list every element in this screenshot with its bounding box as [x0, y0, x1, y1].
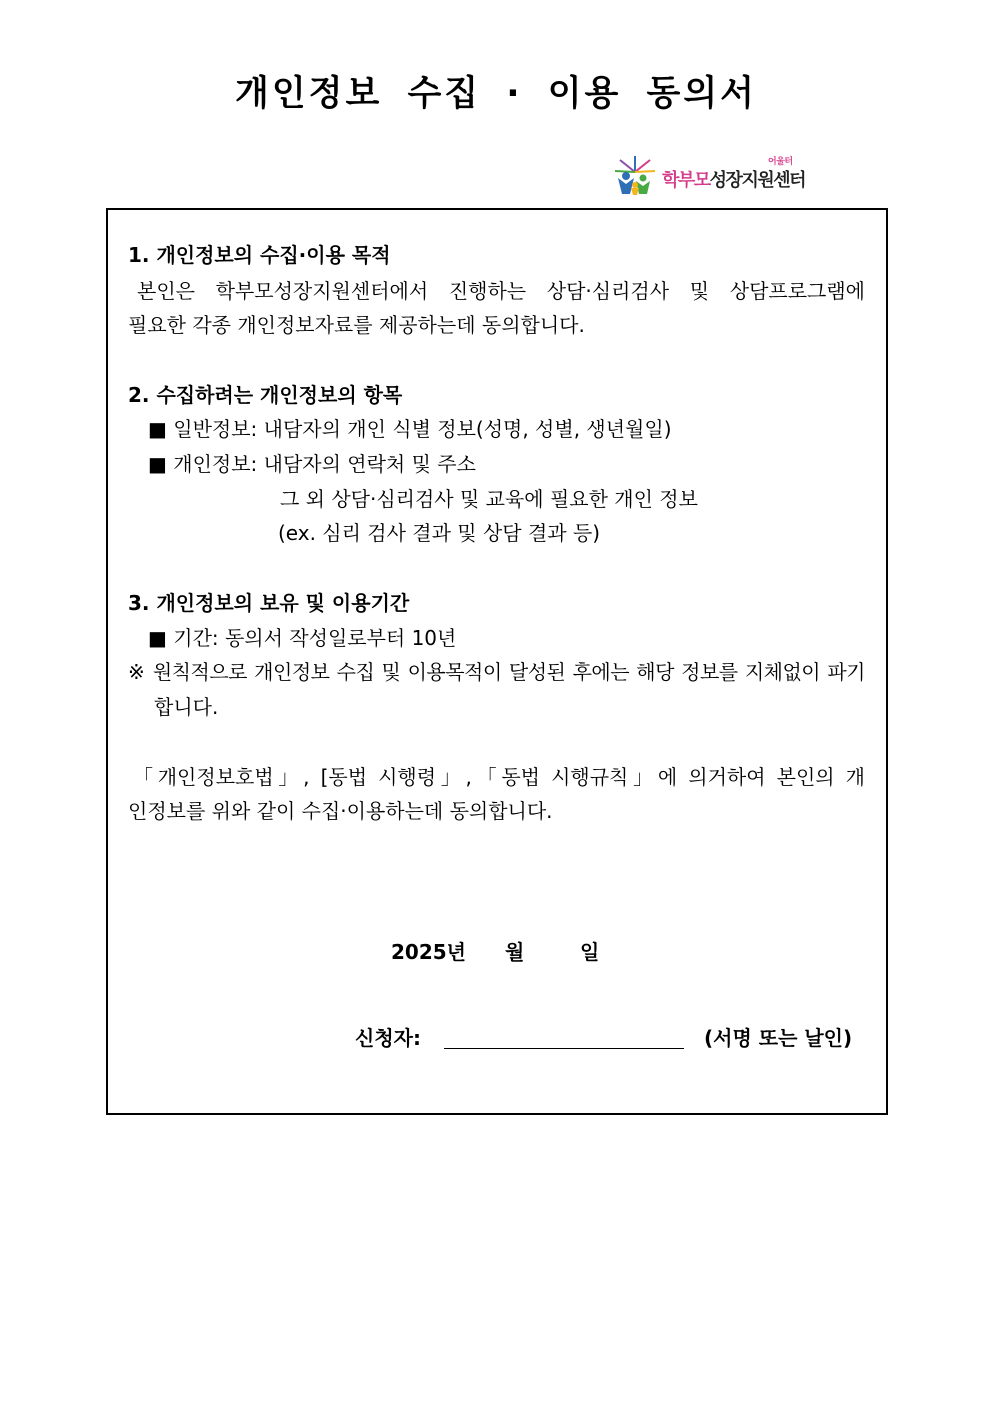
date-month: 월	[505, 940, 525, 964]
logo-text-part1: 학부모	[662, 170, 710, 191]
section3-note-line1: ※ 원칙적으로 개인정보 수집 및 이용목적이 달성된 후에는 해당 정보를 지체없이 파기	[128, 660, 865, 684]
logo-text	[662, 166, 805, 192]
section2-heading: 2. 수집하려는 개인정보의 항목	[128, 383, 403, 407]
section2-item2-cont1: 그 외 상담·심리검사 및 교육에 필요한 개인 정보	[280, 487, 698, 511]
logo-text-part2: 성장지원센터	[709, 170, 805, 191]
section3-note-line2: 합니다.	[154, 695, 219, 719]
section3-heading: 3. 개인정보의 보유 및 이용기간	[128, 591, 410, 615]
center-logo	[612, 152, 832, 200]
section1-line2: 필요한 각종 개인정보자료를 제공하는데 동의합니다.	[128, 313, 585, 337]
date-year: 2025년	[391, 940, 466, 964]
consent-line2: 인정보를 위와 같이 수집·이용하는데 동의합니다.	[128, 799, 553, 823]
date-day: 일	[580, 940, 600, 964]
section1-heading: 1. 개인정보의 수집·이용 목적	[128, 243, 391, 267]
signature-suffix: (서명 또는 날인)	[704, 1026, 853, 1050]
section3-item1: ■ 기간: 동의서 작성일로부터 10년	[148, 626, 457, 650]
signature-label: 신청자:	[355, 1026, 421, 1050]
document-title: 개인정보 수집 · 이용 동의서	[235, 74, 757, 114]
signature-field[interactable]	[444, 1048, 684, 1049]
logo-small-text: 어울터	[768, 157, 793, 167]
consent-line1: 「개인정보호법」, [동법 시행령」,「동법 시행규칙」에 의거하여 본인의 개	[133, 765, 865, 789]
section2-item1: ■ 일반정보: 내담자의 개인 식별 정보(성명, 성별, 생년월일)	[148, 417, 672, 441]
people-celebrating-icon	[612, 154, 658, 196]
section1-line1: 본인은 학부모성장지원센터에서 진행하는 상담·심리검사 및 상담프로그램에	[137, 279, 865, 303]
section2-item2-cont2: (ex. 심리 검사 결과 및 상담 결과 등)	[278, 521, 601, 545]
section2-item2: ■ 개인정보: 내담자의 연락처 및 주소	[148, 452, 476, 476]
